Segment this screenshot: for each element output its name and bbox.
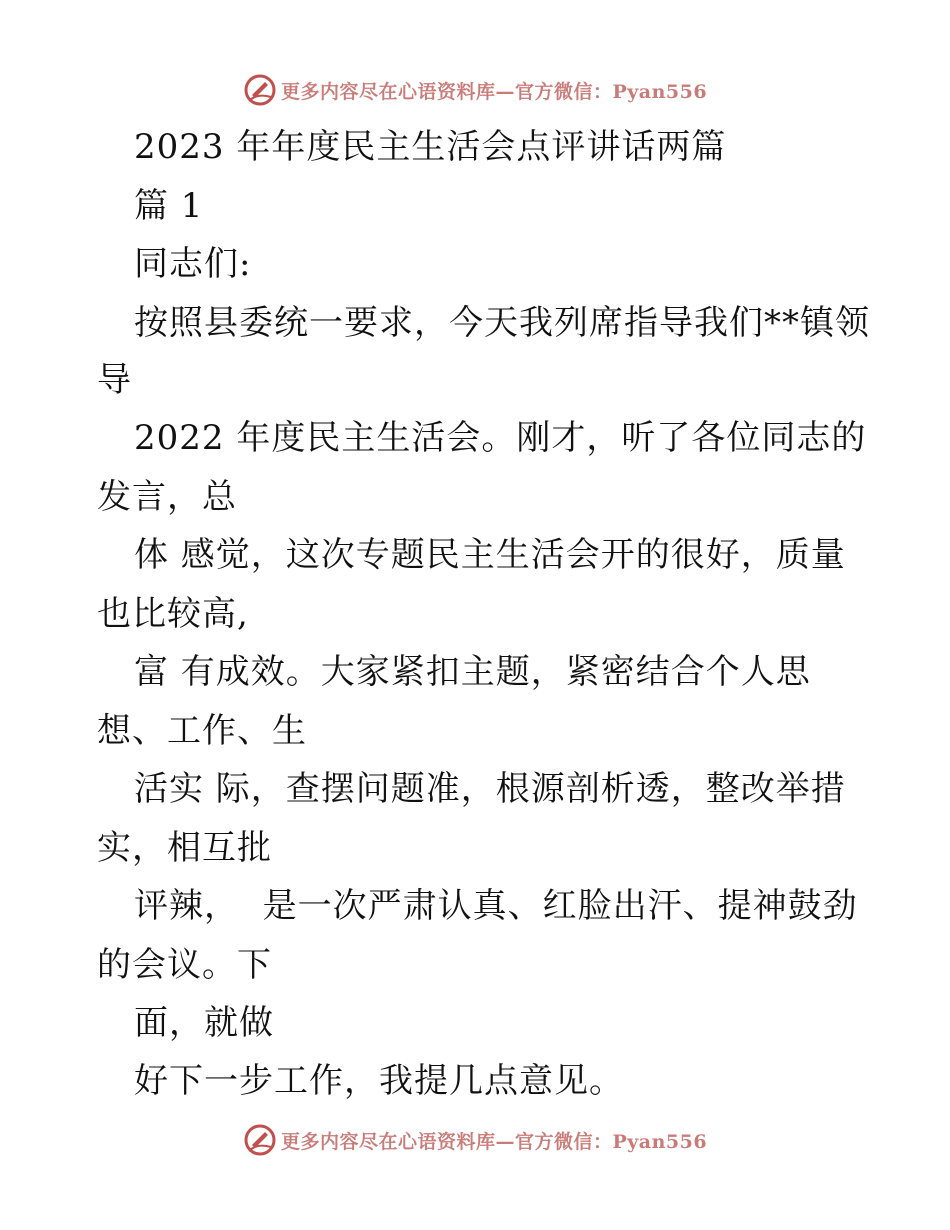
text-line: 发言，总 [97, 477, 237, 517]
text-line: 的会议。下 [97, 945, 272, 985]
footer-watermark-banner [0, 1120, 950, 1160]
text-line: 按照县委统一要求，今天我列席指导我们**镇领 [134, 303, 870, 343]
brand-logo-icon [243, 73, 277, 107]
document-title: 2023 年年度民主生活会点评讲话两篇 [134, 127, 727, 167]
text-line: 2022 年度民主生活会。刚才，听了各位同志的 [134, 418, 867, 458]
text-line: 也比较高, [97, 594, 249, 634]
text-line: 体 感觉，这次专题民主生活会开的很好，质量 [134, 535, 846, 575]
header-watermark-banner [0, 70, 950, 110]
text-line: 想、工作、生 [97, 711, 307, 751]
watermark-text: 更多内容尽在心语资料库—官方微信：Pyan556 [280, 80, 708, 103]
text-line: 面，就做 [134, 1003, 274, 1043]
text-line: 富 有成效。大家紧扣主题，紧密结合个人思 [134, 652, 811, 692]
text-line: 导 [97, 360, 132, 400]
brand-logo-icon [243, 1123, 277, 1157]
text-line: 活实 际，查摆问题准，根源剖析透，整改举措 [134, 769, 846, 809]
watermark-text: 更多内容尽在心语资料库—官方微信：Pyan556 [280, 1130, 708, 1153]
salutation: 同志们: [134, 244, 252, 284]
text-line: 评辣， 是一次严肃认真、红脸出汗、提神鼓劲 [134, 886, 858, 926]
section-heading: 篇 1 [134, 186, 204, 226]
text-line: 好下一步工作，我提几点意见。 [134, 1061, 624, 1101]
text-line: 实，相互批 [97, 828, 272, 868]
